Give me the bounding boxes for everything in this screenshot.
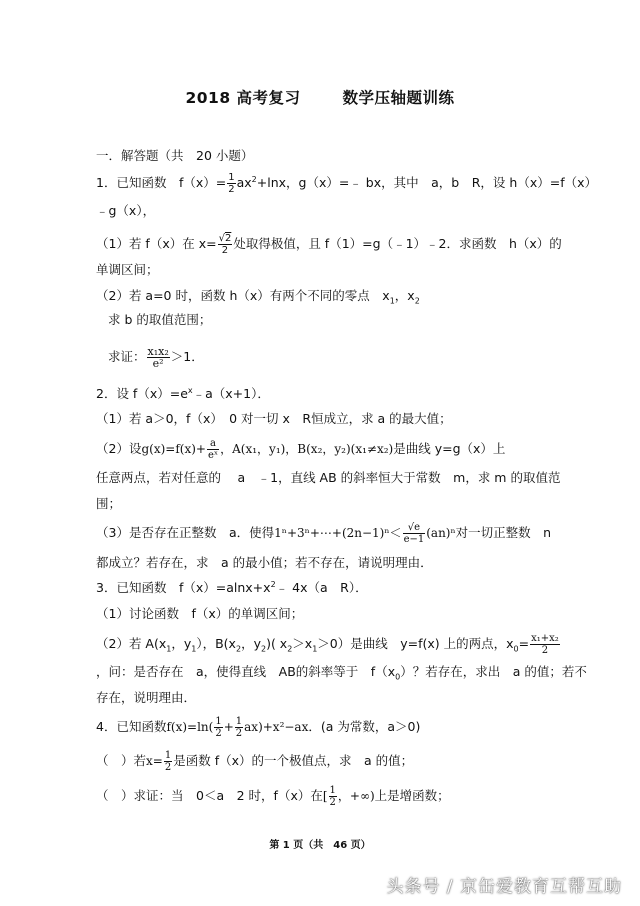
fraction: $\frac{a}{\text{eˣ}}$ (207, 438, 219, 461)
q1-part-1: （1）若 f（x）在 x= $\frac{√2}{2}$ 处取得极值，且 f（1）=g（﹣1）﹣2．求函数 h（x）的 (96, 233, 562, 256)
fraction: $\frac{√e}{e-1}$ (403, 522, 425, 545)
fraction: $\frac{1}{2}$ (228, 172, 235, 195)
q2-line-1: 2．设 $f(x)=e^x﹣a(x+1)$． (96, 385, 270, 401)
fraction: $\frac{1}{2}$ (164, 750, 172, 773)
q4-line-1: 4．已知函数f(x)=ln( $\frac{1}{2}$ + $\frac{1}{2}$ ax)+x²−ax．(a 为常数，a＞0) (96, 716, 421, 739)
fraction: $\frac{\text{x₁+x₂}}{2}$ (531, 633, 559, 656)
q1-proof: 求证： $\frac{\text{x₁x₂}}{\text{e²}}$ ＞1． (108, 345, 204, 370)
q3-part-1: （1）讨论函数 f（x）的单调区间； (96, 606, 304, 621)
q1-line-2: ﹣g（x）， (96, 203, 156, 218)
watermark-text: 头条号 / 京缶爱教育互帮互助 (386, 877, 622, 897)
fraction: $\frac{1}{2}$ (215, 716, 222, 739)
q1-part-2: （2）若 a=0 时，函数 h（x）有两个不同的零点 $x_1$，$x_2$ (96, 288, 420, 306)
fraction: $\frac{1}{2}$ (235, 716, 243, 739)
q3-part-2: （2）若 $A(x_1$，$y_1$），$B(x_2$，$y_2$)( $x_2>x_1>0$）是曲线 y=f(x) 上的两点，$x_0=$ $\frac{\text{x₁+x₂}}{2}$ (96, 633, 559, 656)
q4-part-2: （ ）求证：当 0＜a 2 时，f（x）在[ $\frac{1}{2}$ ，+∞)上是增函数； (96, 785, 450, 808)
q2-part-3: （3）是否存在正整数 a．使得1ⁿ+3ⁿ+⋯+(2n−1)ⁿ＜ $\frac{√e}{e-1}$ (an)ⁿ对一切正整数 n (96, 522, 552, 545)
q2-part-2-cont-2: 围； (96, 496, 122, 511)
title-part-1: 2018 高考复习 (185, 89, 301, 107)
q2-part-3-cont: 都成立？若存在，求 a 的最小值；若不存在，请说明理由． (96, 555, 433, 570)
q1-part-1-cont: 单调区间； (96, 262, 159, 277)
page-footer: 第 1 页（共 46 页） (269, 840, 371, 851)
fraction: $\frac{\text{x₁x₂}}{\text{e²}}$ (147, 345, 169, 370)
page-title (0, 86, 640, 108)
q2-part-2-cont-1: 任意两点，若对任意的 a ﹣1，直线 AB 的斜率恒大于常数 m，求 m 的取值范 (96, 470, 561, 485)
section-heading: 一．解答题（共 20 小题） (96, 148, 254, 163)
fraction: $\frac{1}{2}$ (329, 785, 336, 808)
q4-part-1: （ ）若x= $\frac{1}{2}$ 是函数 f（x）的一个极值点，求 a 的值； (96, 750, 414, 773)
q1-line-1: 1．已知函数 f（x）= $\frac{1}{2}$ $ax^2+\ln x$，g（x）=﹣ bx，其中 a，b R，设 h（x）=f（x） (96, 172, 597, 195)
title-part-2: 数学压轴题训练 (342, 89, 455, 107)
q2-part-1: （1）若 a＞0，f（x） 0 对一切 x R恒成立，求 a 的最大值； (96, 411, 452, 426)
q3-part-2-cont-2: 存在，说明理由． (96, 690, 197, 705)
q3-line-1: 3．已知函数 $f(x)=alnx+x^2﹣$ 4x（a R）． (96, 579, 368, 595)
q2-part-2: （2）设g(x)=f(x)+ $\frac{a}{\text{eˣ}}$ ，A(x₁，y₁)，B(x₂，y₂)(x₁≠x₂)是曲线 y=g（x）上 (96, 438, 506, 461)
q3-part-2-cont-1: ，问：是否存在 a，使得直线 AB的斜率等于 $f(x_0)$？若存在，求出 a 的值；若不 (96, 664, 587, 682)
fraction: $\frac{√2}{2}$ (218, 233, 232, 256)
q1-part-2-cont: 求 b 的取值范围； (108, 312, 212, 327)
